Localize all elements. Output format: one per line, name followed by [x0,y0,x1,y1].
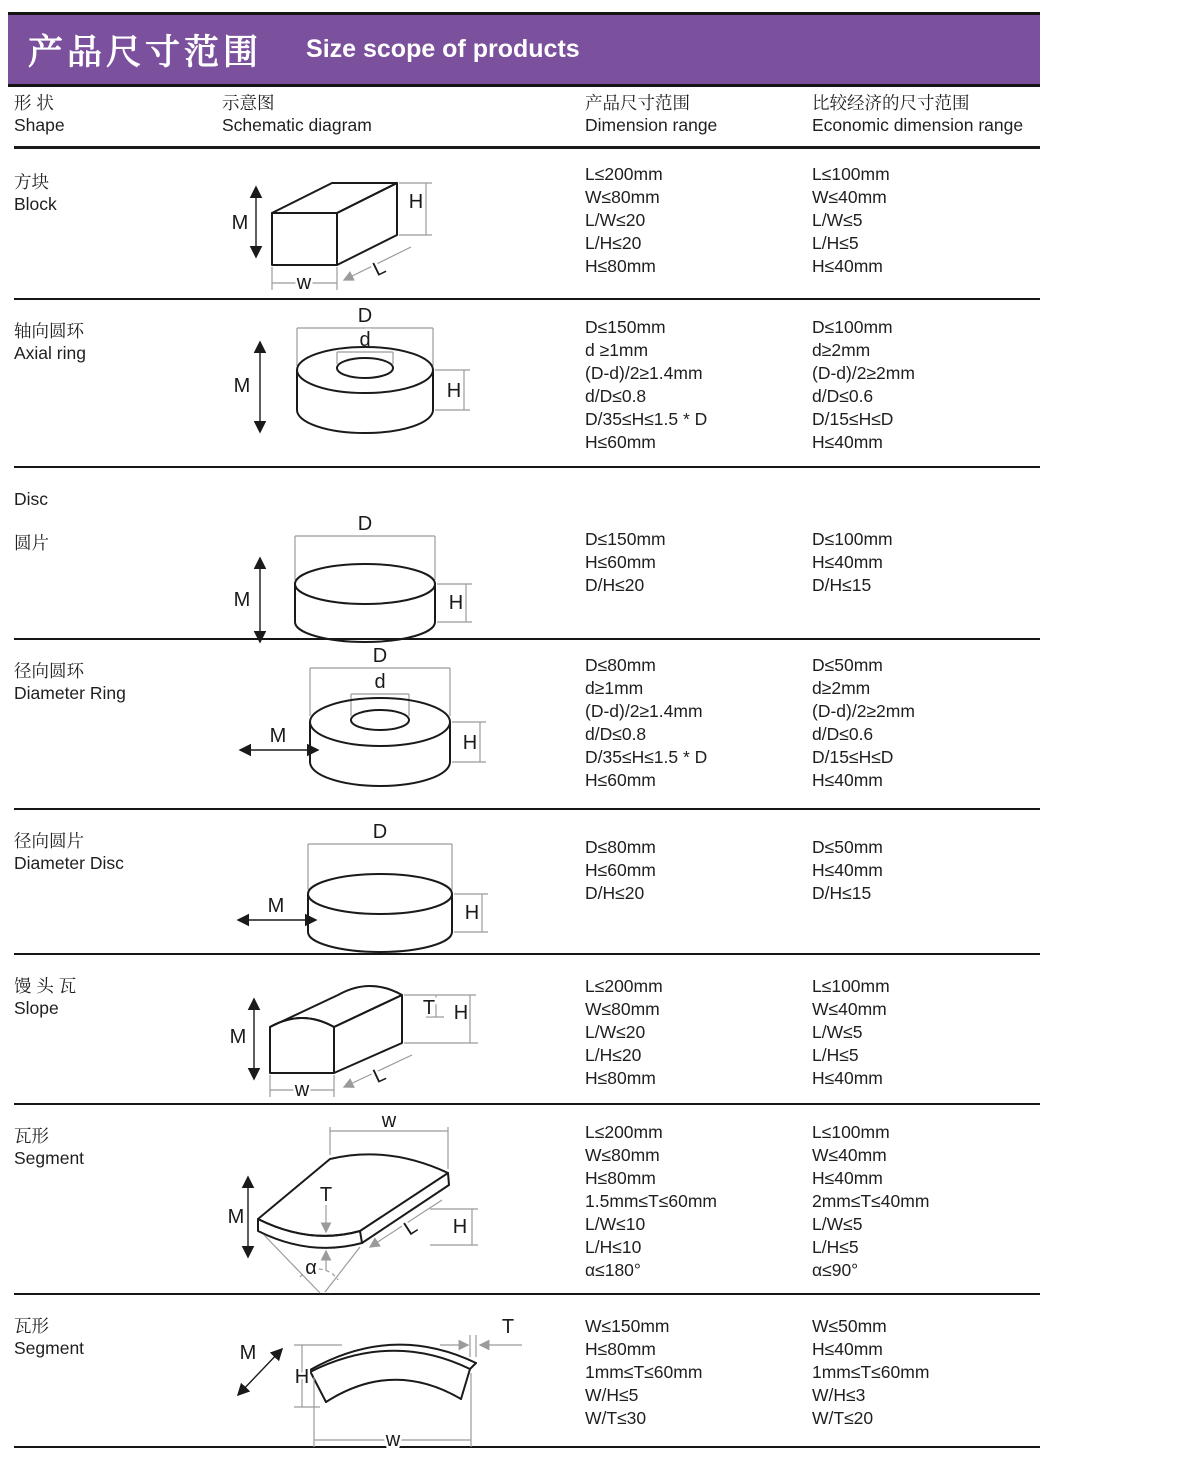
shape-name-line: 方块 [14,172,49,192]
dim-label-M: M [227,1206,245,1228]
spec-line: 2mm≤T≤40mm [812,1191,930,1211]
spec-line: d/D≤0.8 [585,724,647,744]
table-row [14,468,1040,640]
dim-label-d: d [374,671,386,693]
economic-range [812,151,1040,298]
spec-line: H≤60mm [585,432,656,452]
spec-line: d≥2mm [812,678,871,698]
schematic-diagram [222,468,585,664]
spec-line: H≤80mm [585,1168,656,1188]
spec-line: H≤40mm [812,256,883,276]
spec-line: D/H≤15 [812,575,872,595]
diameter-disc-schematic [230,822,530,972]
shape-name-line: Segment [14,1338,85,1358]
spec-line: (D-d)/2≥1.4mm [585,701,703,721]
col-header-shape-en: Shape [14,115,65,135]
col-header-schematic-zh: 示意图 [222,93,275,113]
spec-line: H≤40mm [812,1168,883,1188]
dim-label-M: M [239,1342,257,1364]
spec-line: L/W≤10 [585,1214,646,1234]
spec-line: H≤40mm [812,552,883,572]
dimension-range [585,468,812,664]
spec-line: H≤60mm [585,770,656,790]
dim-label-w: w [381,1110,397,1132]
spec-line: H≤60mm [585,552,656,572]
dim-label-M: M [231,212,249,234]
col-header-economic-en: Economic dimension range [812,115,1024,135]
table-row [14,1295,1040,1451]
schematic-diagram [222,810,585,972]
spec-line: W≤80mm [585,187,660,207]
economic-range [812,640,1040,811]
spec-line: W≤40mm [812,1145,887,1165]
spec-line: W/T≤20 [812,1408,874,1428]
spec-line: L≤100mm [812,164,890,184]
dim-label-D: D [372,645,388,667]
spec-line: H≤40mm [812,770,883,790]
spec-line: H≤40mm [812,1339,883,1359]
dimension-range [585,151,812,298]
col-header-schematic [222,92,585,136]
spec-line: L/H≤20 [585,1045,642,1065]
spec-line: D/15≤H≤D [812,747,894,767]
shape-name-line: Axial ring [14,343,86,363]
spec-line: H≤40mm [812,1068,883,1088]
dimension-range [585,640,812,811]
shape-name-line: 瓦形 [14,1316,49,1336]
economic-range [812,955,1040,1107]
spec-line: D≤50mm [812,837,883,857]
dimension-range [585,1105,812,1296]
shape-label [14,151,222,298]
spec-line: d/D≤0.6 [812,724,874,744]
title-bar [8,12,1040,87]
table-row [14,955,1040,1105]
economic-range [812,1105,1040,1296]
dim-label-H: H [448,592,464,614]
table-row [14,151,1040,300]
dim-label-H: H [294,1366,310,1388]
spec-line: L/H≤5 [812,1045,859,1065]
dim-label-M: M [267,895,285,917]
spec-line: L/W≤5 [812,210,863,230]
shape-label [14,640,222,811]
spec-line: W≤150mm [585,1316,670,1336]
shape-name-line: Disc [14,489,49,509]
economic-range [812,468,1040,664]
schematic-diagram [222,151,585,298]
spec-line: d ≥1mm [585,340,649,360]
spec-line: D≤50mm [812,655,883,675]
dim-label-T: T [319,1184,333,1206]
spec-line: d/D≤0.6 [812,386,874,406]
spec-line: L≤100mm [812,1122,890,1142]
table-row [14,300,1040,468]
spec-line: L≤200mm [585,1122,663,1142]
dim-label-H: H [452,1216,468,1238]
shape-name-line: 瓦形 [14,1126,49,1146]
economic-range [812,300,1040,466]
schematic-diagram [222,640,585,811]
col-header-dimension-en: Dimension range [585,115,718,135]
dimension-range [585,955,812,1107]
spec-line: (D-d)/2≥1.4mm [585,363,703,383]
spec-line: W≤80mm [585,1145,660,1165]
dim-label-H: H [464,902,480,924]
spec-line: D≤150mm [585,529,666,549]
dim-label-D: D [357,513,373,535]
schematic-diagram [222,300,585,466]
spec-line: 1mm≤T≤60mm [812,1362,930,1382]
dimension-range [585,1295,812,1460]
dim-label-M: M [233,589,251,611]
shape-name-line: Block [14,194,57,214]
spec-line: W/H≤5 [585,1385,639,1405]
dim-label-w: w [294,1079,310,1101]
dim-label-H: H [453,1002,469,1024]
dim-label-M: M [233,375,251,397]
spec-line: α≤180° [585,1260,641,1280]
dim-label-M: M [269,725,287,747]
shape-name-line: Slope [14,998,59,1018]
col-header-economic-zh: 比较经济的尺寸范围 [812,93,970,113]
diameter-ring-schematic [230,646,530,811]
spec-line: H≤40mm [812,860,883,880]
spec-line: W≤40mm [812,999,887,1019]
dim-label-H: H [408,191,424,213]
page-title-zh: 产品尺寸范围 [28,32,263,72]
spec-line: d≥2mm [812,340,871,360]
dim-label-H: H [446,380,462,402]
spec-line: H≤60mm [585,860,656,880]
spec-line: L≤200mm [585,976,663,996]
col-header-dimension-zh: 产品尺寸范围 [585,93,690,113]
spec-line: 1.5mm≤T≤60mm [585,1191,718,1211]
dimension-range [585,810,812,972]
shape-label [14,300,222,466]
spec-line: (D-d)/2≥2mm [812,701,915,721]
segment-2d-schematic [230,1295,540,1460]
dimension-range [585,300,812,466]
spec-line: D≤150mm [585,317,666,337]
dim-label-L: L [369,256,390,281]
dim-label-d: d [359,329,371,351]
shape-name-line: 径向圆片 [14,831,84,851]
spec-line: H≤80mm [585,1068,656,1088]
shape-label [14,955,222,1107]
spec-line: H≤40mm [812,432,883,452]
spec-line: D/35≤H≤1.5 * D [585,747,708,767]
spec-line: L/W≤20 [585,1022,646,1042]
column-headers [14,92,1040,136]
dim-label-L: L [369,1063,390,1088]
spec-line: L/H≤10 [585,1237,642,1257]
schematic-diagram [222,955,585,1107]
dim-label-D: D [372,821,388,843]
spec-line: L/W≤5 [812,1214,863,1234]
shape-name-line: Diameter Ring [14,683,126,703]
dim-label-M: M [229,1026,247,1048]
spec-line: D≤100mm [812,529,893,549]
spec-line: L≤200mm [585,164,663,184]
shape-label [14,468,222,664]
spec-line: L/H≤20 [585,233,642,253]
segment-3d-schematic [227,1110,530,1296]
table-row [14,640,1040,810]
dim-label-w: w [296,272,312,294]
spec-line: L/W≤5 [812,1022,863,1042]
shape-name-line: 轴向圆环 [14,321,84,341]
dim-label-H: H [462,732,478,754]
spec-line: D/H≤20 [585,883,645,903]
spec-line: W≤50mm [812,1316,887,1336]
spec-line: W/H≤3 [812,1385,866,1405]
shape-name-line: 馒 头 瓦 [14,976,77,996]
spec-line: α≤90° [812,1260,859,1280]
size-table [14,151,1040,1451]
shape-name-line: 圆片 [14,533,49,553]
spec-line: D≤100mm [812,317,893,337]
dim-label-alpha: α [305,1257,317,1279]
schematic-diagram [222,1105,585,1296]
col-header-shape-zh: 形 状 [14,93,54,113]
economic-range [812,1295,1040,1460]
dim-label-L: L [400,1215,422,1241]
shape-name-line [14,510,222,532]
shape-name-line: Segment [14,1148,85,1168]
table-row [14,1105,1040,1295]
spec-line: L/W≤20 [585,210,646,230]
dim-label-w: w [385,1429,401,1451]
spec-line: D≤80mm [585,655,656,675]
spec-line: (D-d)/2≥2mm [812,363,915,383]
spec-line: D/H≤15 [812,883,872,903]
col-header-dimension [585,92,812,136]
spec-line: W≤80mm [585,999,660,1019]
spec-line: H≤80mm [585,256,656,276]
shape-name-line: 径向圆环 [14,661,84,681]
slope-schematic [230,957,530,1107]
axial-ring-schematic [230,306,530,466]
spec-line: 1mm≤T≤60mm [585,1362,703,1382]
spec-line: D≤80mm [585,837,656,857]
dim-label-D: D [357,305,373,327]
page-title-en: Size scope of products [306,35,580,63]
spec-line: D/15≤H≤D [812,409,894,429]
spec-line: D/H≤20 [585,575,645,595]
economic-range [812,810,1040,972]
block-schematic [230,153,530,293]
spec-line: L/H≤5 [812,1237,859,1257]
header-divider [14,145,1040,149]
spec-line: D/35≤H≤1.5 * D [585,409,708,429]
spec-line: d≥1mm [585,678,644,698]
spec-line: W≤40mm [812,187,887,207]
shape-name-line: Diameter Disc [14,853,124,873]
dim-label-T: T [501,1316,515,1338]
spec-line: d/D≤0.8 [585,386,647,406]
spec-line: H≤80mm [585,1339,656,1359]
shape-label [14,1295,222,1460]
spec-line: W/T≤30 [585,1408,647,1428]
spec-line: L/H≤5 [812,233,859,253]
dim-label-T: T [422,997,436,1019]
col-header-economic [812,92,1040,136]
spec-line: L≤100mm [812,976,890,996]
shape-label [14,810,222,972]
col-header-schematic-en: Schematic diagram [222,115,372,135]
table-row [14,810,1040,955]
shape-label [14,1105,222,1296]
schematic-diagram [222,1295,585,1460]
col-header-shape [14,92,222,136]
